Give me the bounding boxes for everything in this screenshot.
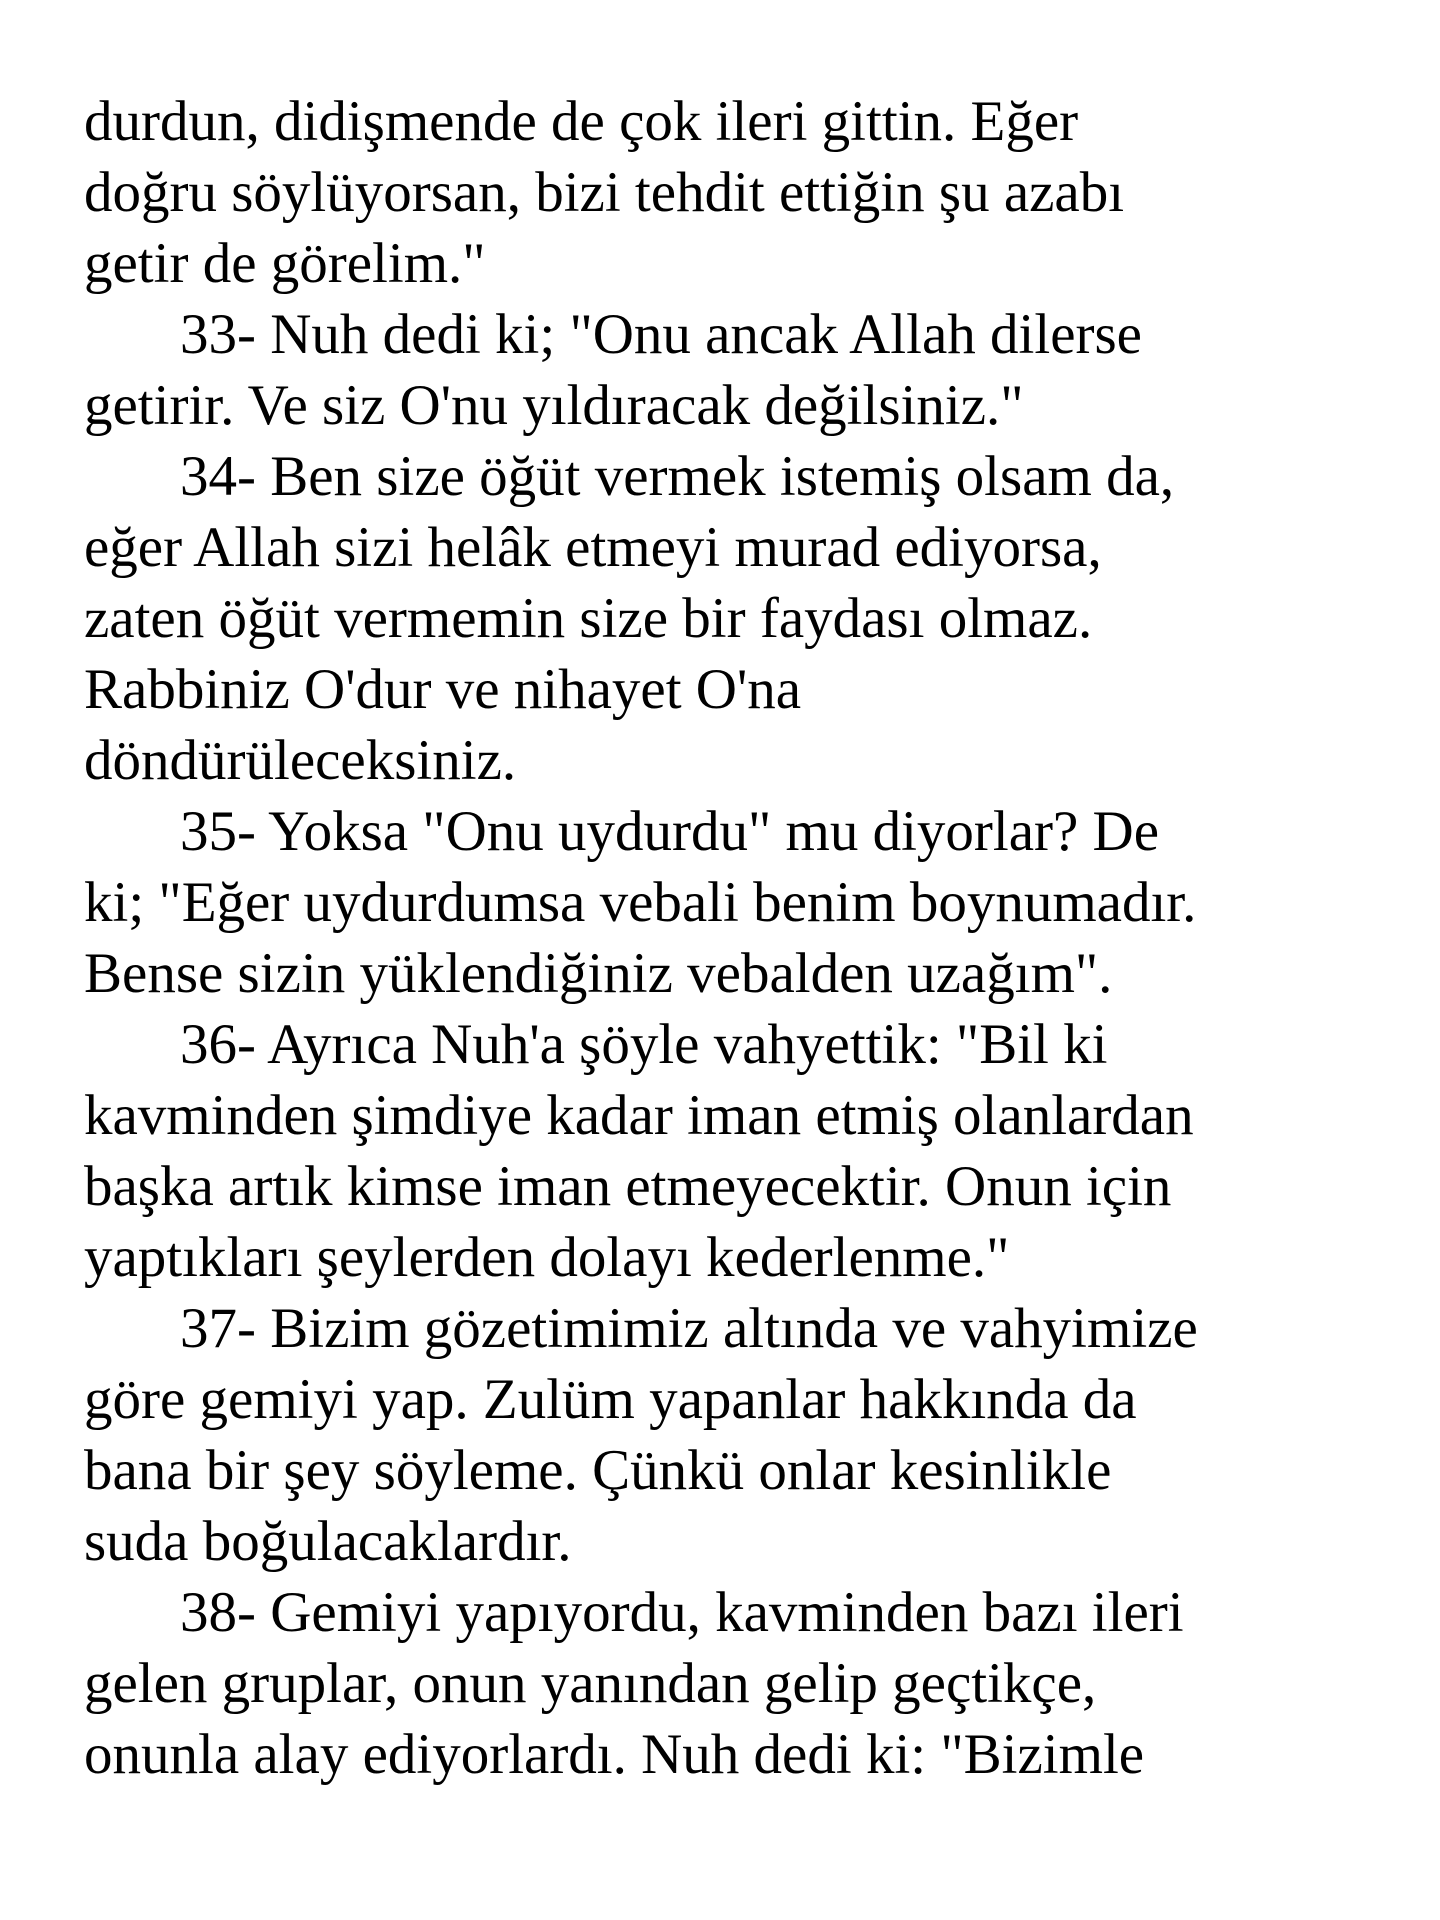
text-line: bana bir şey söyleme. Çünkü onlar kesinlikle xyxy=(84,1439,1112,1502)
text-line: yaptıkları şeylerden dolayı kederlenme." xyxy=(84,1226,1010,1289)
text-line: göre gemiyi yap. Zulüm yapanlar hakkında da xyxy=(84,1368,1137,1431)
text-line: Bense sizin yüklendiğiniz vebalden uzağım". xyxy=(84,942,1113,1005)
verse-36-start: 36- Ayrıca Nuh'a şöyle vahyettik: "Bil ki xyxy=(180,1013,1108,1076)
text-line: döndürüleceksiniz. xyxy=(84,729,517,792)
verse-37-start: 37- Bizim gözetimimiz altında ve vahyimize xyxy=(180,1297,1198,1360)
text-line: durdun, didişmende de çok ileri gittin. Eğer xyxy=(84,90,1079,153)
text-line: eğer Allah sizi helâk etmeyi murad ediyorsa, xyxy=(84,516,1102,579)
text-line: getir de görelim." xyxy=(84,232,486,295)
text-line: başka artık kimse iman etmeyecektir. Onun için xyxy=(84,1155,1172,1218)
verse-38-start: 38- Gemiyi yapıyordu, kavminden bazı ileri xyxy=(180,1581,1184,1644)
text-line: ki; "Eğer uydurdumsa vebali benim boynumadır. xyxy=(84,871,1197,934)
text-line: onunla alay ediyorlardı. Nuh dedi ki: "Bizimle xyxy=(84,1723,1145,1786)
verse-33-start: 33- Nuh dedi ki; "Onu ancak Allah dilerse xyxy=(180,303,1142,366)
verse-34-start: 34- Ben size öğüt vermek istemiş olsam da, xyxy=(180,445,1175,508)
text-line: doğru söylüyorsan, bizi tehdit ettiğin şu azabı xyxy=(84,161,1125,224)
text-line: gelen gruplar, onun yanından gelip geçtikçe, xyxy=(84,1652,1097,1715)
verse-35-start: 35- Yoksa "Onu uydurdu" mu diyorlar? De xyxy=(180,800,1160,863)
text-line: Rabbiniz O'dur ve nihayet O'na xyxy=(84,658,802,721)
text-line: suda boğulacaklardır. xyxy=(84,1510,572,1573)
body-text xyxy=(84,86,1384,1790)
text-line: kavminden şimdiye kadar iman etmiş olanlardan xyxy=(84,1084,1194,1147)
text-line: getirir. Ve siz O'nu yıldıracak değilsiniz." xyxy=(84,374,1024,437)
text-line: zaten öğüt vermemin size bir faydası olmaz. xyxy=(84,587,1093,650)
